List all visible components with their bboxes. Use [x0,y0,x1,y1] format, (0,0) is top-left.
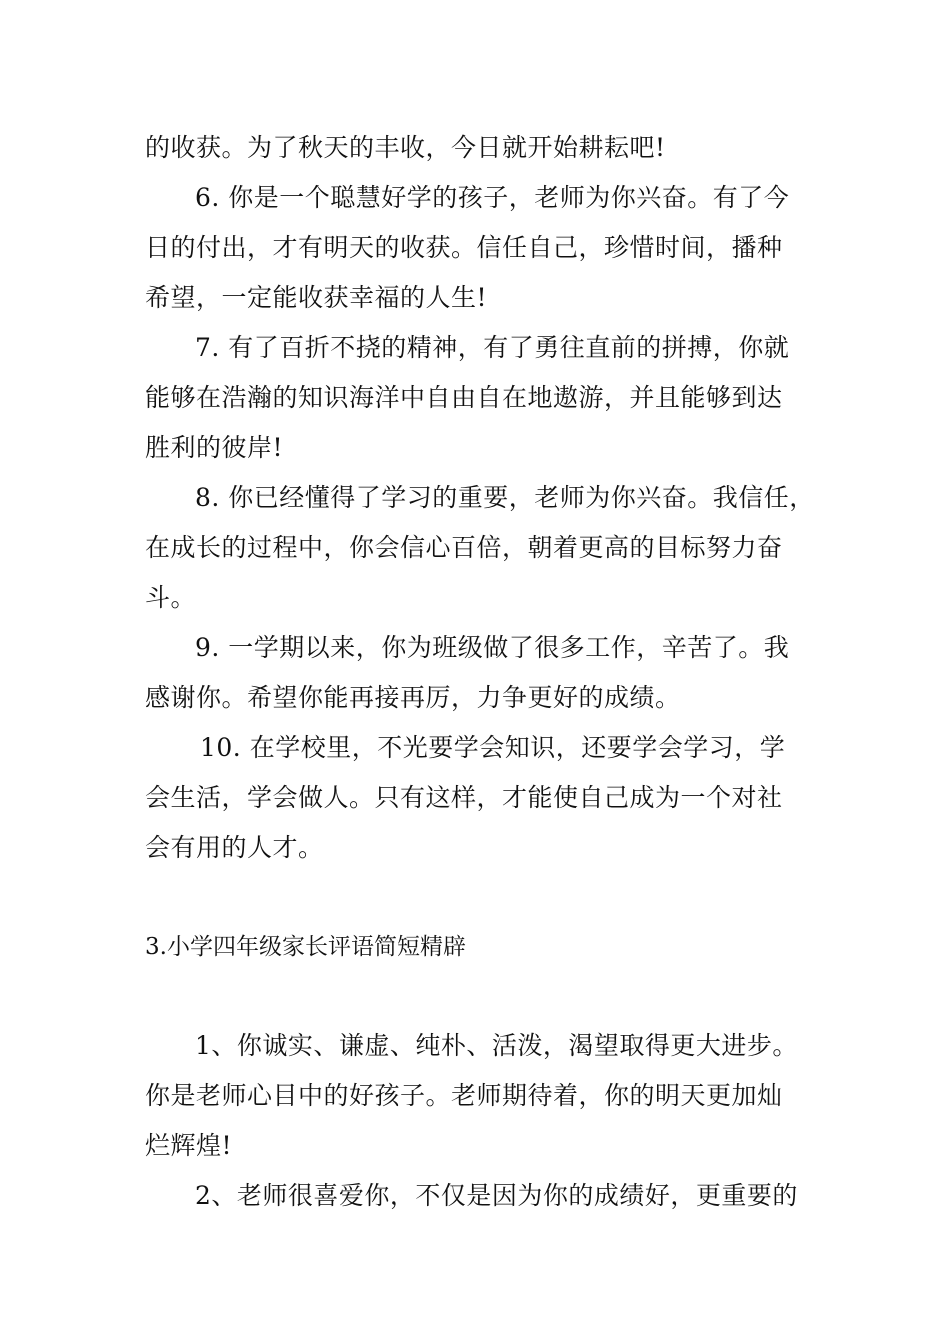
text-line: 的收获。为了秋天的丰收，今日就开始耕耘吧! [145,133,666,162]
text-line: 希望，一定能收获幸福的人生! [145,283,488,312]
text-line: 在成长的过程中，你会信心百倍，朝着更高的目标努力奋 [145,533,783,562]
text-line: 1、你诚实、谦虚、纯朴、活泼，渴望取得更大进步。 [195,1031,798,1060]
section-heading: 3.小学四年级家长评语简短精辟 [145,934,466,960]
text-line: 感谢你。希望你能再接再厉，力争更好的成绩。 [145,683,681,712]
text-line: 2、老师很喜爱你，不仅是因为你的成绩好，更重要的 [195,1181,798,1210]
text-line: 6. 你是一个聪慧好学的孩子，老师为你兴奋。有了今 [195,183,790,212]
text-line: 能够在浩瀚的知识海洋中自由自在地遨游，并且能够到达 [145,383,783,412]
text-line: 7. 有了百折不挠的精神，有了勇往直前的拼搏，你就 [195,333,790,362]
text-line: 烂辉煌! [145,1131,233,1160]
text-line: 日的付出，才有明天的收获。信任自己，珍惜时间，播种 [145,233,783,262]
text-line: 你是老师心目中的好孩子。老师期待着，你的明天更加灿 [145,1081,783,1110]
text-line: 9. 一学期以来，你为班级做了很多工作，辛苦了。我 [195,633,790,662]
text-line: 会生活，学会做人。只有这样，才能使自己成为一个对社 [145,783,783,812]
text-line: 10. 在学校里，不光要学会知识，还要学会学习，学 [200,733,786,762]
text-line: 斗。 [145,583,197,612]
text-line: 会有用的人才。 [145,833,324,862]
text-line: 胜利的彼岸! [145,433,284,462]
text-line: 8. 你已经懂得了学习的重要，老师为你兴奋。我信任， [195,483,815,512]
